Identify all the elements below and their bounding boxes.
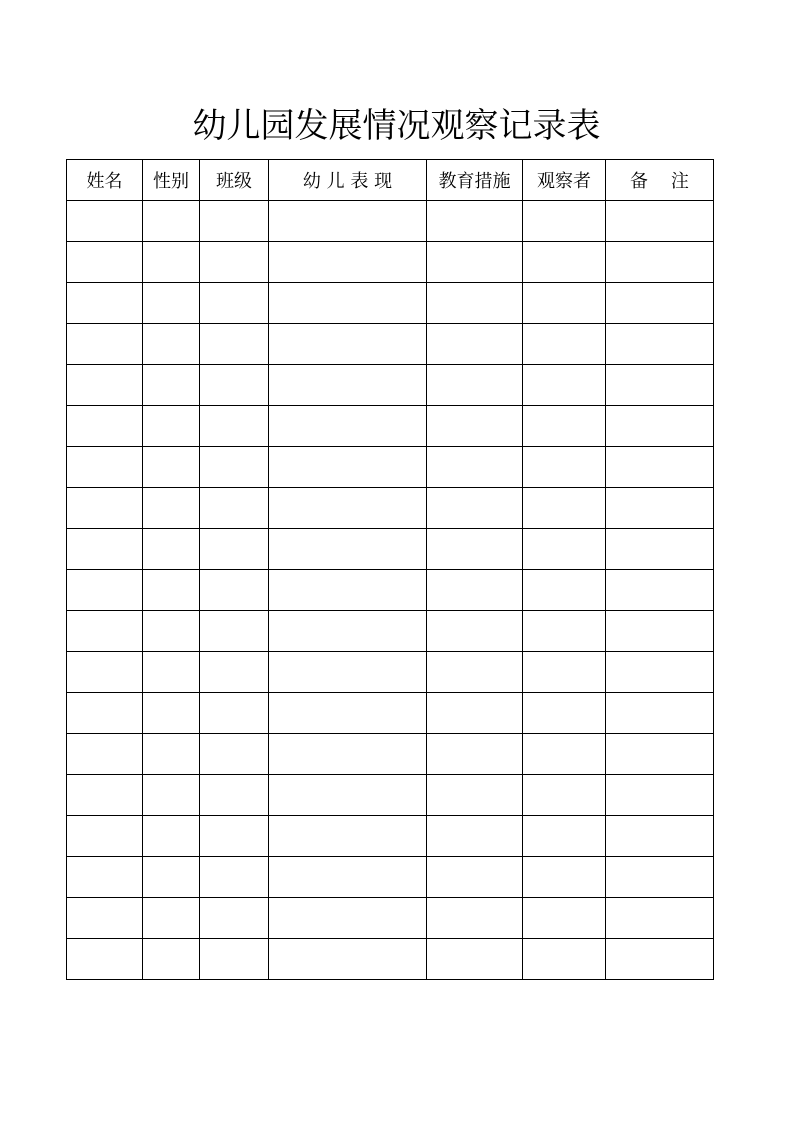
cell-remarks <box>606 529 714 570</box>
cell-class <box>200 693 269 734</box>
cell-gender <box>143 447 200 488</box>
cell-educational-measures <box>427 775 523 816</box>
cell-child-performance <box>269 570 427 611</box>
table-row <box>67 939 714 980</box>
cell-child-performance <box>269 693 427 734</box>
cell-name <box>67 775 143 816</box>
cell-child-performance <box>269 406 427 447</box>
header-observer: 观察者 <box>523 160 606 201</box>
cell-educational-measures <box>427 570 523 611</box>
cell-child-performance <box>269 611 427 652</box>
cell-name <box>67 242 143 283</box>
cell-educational-measures <box>427 611 523 652</box>
cell-observer <box>523 775 606 816</box>
cell-remarks <box>606 570 714 611</box>
cell-remarks <box>606 283 714 324</box>
table-row <box>67 365 714 406</box>
cell-name <box>67 652 143 693</box>
cell-observer <box>523 365 606 406</box>
table-row <box>67 693 714 734</box>
page-title: 幼儿园发展情况观察记录表 <box>192 106 601 146</box>
cell-class <box>200 529 269 570</box>
cell-educational-measures <box>427 652 523 693</box>
cell-name <box>67 734 143 775</box>
header-gender: 性别 <box>143 160 200 201</box>
cell-name <box>67 365 143 406</box>
cell-remarks <box>606 365 714 406</box>
cell-remarks <box>606 939 714 980</box>
cell-class <box>200 324 269 365</box>
cell-gender <box>143 529 200 570</box>
cell-observer <box>523 324 606 365</box>
cell-name <box>67 283 143 324</box>
cell-gender <box>143 693 200 734</box>
cell-child-performance <box>269 898 427 939</box>
cell-gender <box>143 570 200 611</box>
cell-child-performance <box>269 939 427 980</box>
cell-educational-measures <box>427 816 523 857</box>
cell-observer <box>523 283 606 324</box>
cell-observer <box>523 201 606 242</box>
cell-gender <box>143 652 200 693</box>
cell-class <box>200 611 269 652</box>
cell-name <box>67 488 143 529</box>
cell-name <box>67 447 143 488</box>
cell-educational-measures <box>427 898 523 939</box>
cell-remarks <box>606 242 714 283</box>
cell-gender <box>143 898 200 939</box>
cell-name <box>67 611 143 652</box>
table-row <box>67 775 714 816</box>
observation-record-table <box>66 159 714 980</box>
cell-class <box>200 447 269 488</box>
cell-remarks <box>606 857 714 898</box>
cell-educational-measures <box>427 365 523 406</box>
cell-gender <box>143 488 200 529</box>
cell-name <box>67 816 143 857</box>
table-row <box>67 488 714 529</box>
cell-child-performance <box>269 201 427 242</box>
cell-gender <box>143 242 200 283</box>
cell-remarks <box>606 611 714 652</box>
cell-observer <box>523 693 606 734</box>
cell-class <box>200 201 269 242</box>
cell-remarks <box>606 201 714 242</box>
cell-remarks <box>606 734 714 775</box>
cell-class <box>200 570 269 611</box>
cell-name <box>67 406 143 447</box>
cell-class <box>200 488 269 529</box>
cell-remarks <box>606 775 714 816</box>
cell-child-performance <box>269 816 427 857</box>
table-row <box>67 734 714 775</box>
cell-observer <box>523 447 606 488</box>
cell-observer <box>523 570 606 611</box>
cell-educational-measures <box>427 242 523 283</box>
cell-observer <box>523 898 606 939</box>
cell-gender <box>143 939 200 980</box>
table-row <box>67 611 714 652</box>
cell-observer <box>523 816 606 857</box>
cell-child-performance <box>269 488 427 529</box>
cell-educational-measures <box>427 529 523 570</box>
cell-observer <box>523 406 606 447</box>
cell-educational-measures <box>427 406 523 447</box>
cell-gender <box>143 775 200 816</box>
cell-remarks <box>606 652 714 693</box>
cell-name <box>67 201 143 242</box>
cell-observer <box>523 939 606 980</box>
cell-observer <box>523 242 606 283</box>
cell-class <box>200 242 269 283</box>
cell-name <box>67 898 143 939</box>
cell-name <box>67 324 143 365</box>
cell-child-performance <box>269 324 427 365</box>
table-row <box>67 570 714 611</box>
header-name: 姓名 <box>67 160 143 201</box>
cell-child-performance <box>269 652 427 693</box>
cell-child-performance <box>269 242 427 283</box>
cell-gender <box>143 816 200 857</box>
cell-observer <box>523 488 606 529</box>
cell-observer <box>523 529 606 570</box>
cell-child-performance <box>269 734 427 775</box>
cell-child-performance <box>269 857 427 898</box>
table-row <box>67 283 714 324</box>
cell-child-performance <box>269 365 427 406</box>
cell-educational-measures <box>427 324 523 365</box>
cell-remarks <box>606 406 714 447</box>
cell-class <box>200 406 269 447</box>
cell-class <box>200 652 269 693</box>
cell-class <box>200 283 269 324</box>
cell-educational-measures <box>427 283 523 324</box>
table-row <box>67 242 714 283</box>
cell-educational-measures <box>427 693 523 734</box>
cell-name <box>67 857 143 898</box>
table-row <box>67 898 714 939</box>
table-row <box>67 816 714 857</box>
cell-remarks <box>606 898 714 939</box>
cell-class <box>200 365 269 406</box>
table-row <box>67 324 714 365</box>
cell-remarks <box>606 324 714 365</box>
cell-class <box>200 898 269 939</box>
cell-gender <box>143 201 200 242</box>
cell-name <box>67 693 143 734</box>
cell-remarks <box>606 816 714 857</box>
cell-class <box>200 857 269 898</box>
cell-child-performance <box>269 283 427 324</box>
cell-class <box>200 816 269 857</box>
table-row <box>67 652 714 693</box>
cell-gender <box>143 611 200 652</box>
cell-observer <box>523 652 606 693</box>
cell-gender <box>143 734 200 775</box>
cell-gender <box>143 857 200 898</box>
cell-child-performance <box>269 775 427 816</box>
cell-class <box>200 939 269 980</box>
cell-remarks <box>606 488 714 529</box>
cell-remarks <box>606 447 714 488</box>
cell-educational-measures <box>427 939 523 980</box>
cell-educational-measures <box>427 857 523 898</box>
header-educational-measures: 教育措施 <box>427 160 523 201</box>
cell-name <box>67 570 143 611</box>
cell-remarks <box>606 693 714 734</box>
header-remarks: 备 注 <box>606 160 714 201</box>
table-row <box>67 529 714 570</box>
table-header-row <box>67 160 714 201</box>
cell-child-performance <box>269 447 427 488</box>
cell-name <box>67 939 143 980</box>
cell-observer <box>523 857 606 898</box>
cell-educational-measures <box>427 447 523 488</box>
table-row <box>67 447 714 488</box>
cell-class <box>200 734 269 775</box>
cell-class <box>200 775 269 816</box>
cell-child-performance <box>269 529 427 570</box>
table-row <box>67 201 714 242</box>
cell-observer <box>523 734 606 775</box>
cell-name <box>67 529 143 570</box>
cell-gender <box>143 283 200 324</box>
cell-gender <box>143 406 200 447</box>
cell-educational-measures <box>427 201 523 242</box>
table-row <box>67 857 714 898</box>
cell-observer <box>523 611 606 652</box>
cell-gender <box>143 324 200 365</box>
cell-educational-measures <box>427 734 523 775</box>
table-body <box>67 201 714 980</box>
table-row <box>67 406 714 447</box>
cell-gender <box>143 365 200 406</box>
cell-educational-measures <box>427 488 523 529</box>
header-class: 班级 <box>200 160 269 201</box>
header-child-performance: 幼 儿 表 现 <box>269 160 427 201</box>
